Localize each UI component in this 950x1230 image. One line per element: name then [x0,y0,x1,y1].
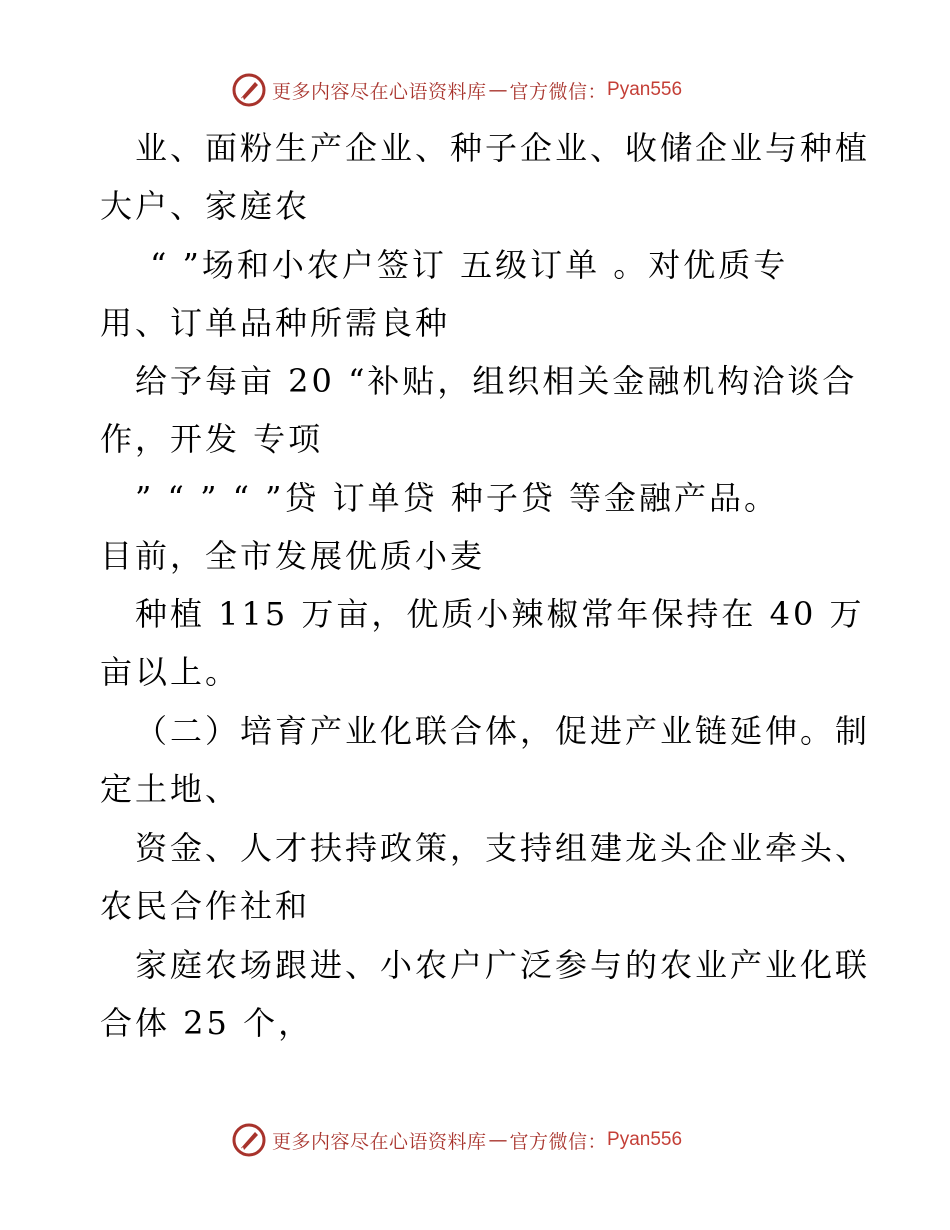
text-line-4: 用、订单品种所需良种 [100,304,451,342]
text-line-7: ” “ ” “ ”贷 订单贷 种子贷 等金融产品。 [135,479,780,517]
watermark-main-text: 更多内容尽在心语资料库 [272,1130,487,1153]
watermark-wechat-label: 官方微信： [509,80,608,103]
watermark-main-text: 更多内容尽在心语资料库 [272,80,487,103]
text-line-12: 定土地、 [100,770,241,808]
pen-logo-icon [232,1123,266,1157]
text-line-8: 目前，全市发展优质小麦 [100,537,486,575]
text-line-16: 合体 25 个， [100,1004,314,1042]
text-line-5: 给予每亩 20 “补贴，组织相关金融机构洽谈合 [135,362,858,400]
watermark-wechat-id: Pyan556 [607,1129,683,1150]
text-line-15: 家庭农场跟进、小农户广泛参与的农业产业化联 [135,946,871,984]
text-line-6: 作，开发 专项 [100,420,324,458]
text-line-11: （二）培育产业化联合体，促进产业链延伸。制 [135,712,871,750]
text-line-2: 大户、家庭农 [100,187,311,225]
text-line-10: 亩以上。 [100,653,241,691]
text-line-3: “ ”场和小农户签订 五级订单 。对优质专 [150,246,789,284]
watermark-separator: — [488,79,508,101]
text-line-14: 农民合作社和 [100,887,311,925]
pen-logo-icon [232,73,266,107]
text-line-1: 业、面粉生产企业、种子企业、收储企业与种植 [135,129,871,167]
text-line-9: 种植 115 万亩，优质小辣椒常年保持在 40 万 [135,595,865,633]
watermark-wechat-label: 官方微信： [509,1130,608,1153]
text-line-13: 资金、人才扶持政策，支持组建龙头企业牵头、 [135,829,871,867]
watermark-separator: — [488,1129,508,1151]
header-watermark [232,72,682,108]
footer-watermark [232,1122,682,1158]
watermark-wechat-id: Pyan556 [607,79,683,100]
